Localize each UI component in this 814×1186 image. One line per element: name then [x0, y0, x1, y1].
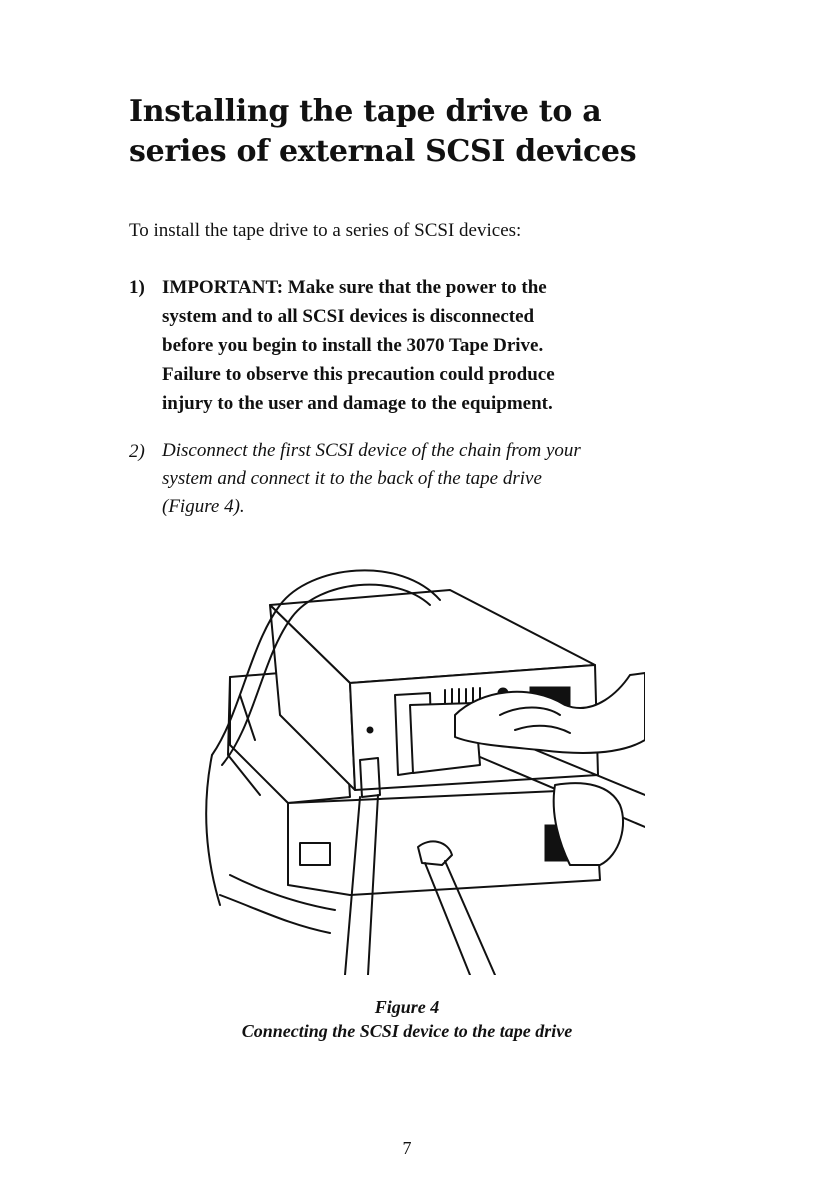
- cable-coil: [220, 895, 330, 933]
- step-2-number: 2): [129, 441, 145, 462]
- intro-text: To install the tape drive to a series of SCSI devices:: [129, 220, 522, 241]
- heading-line-2: series of external SCSI devices: [129, 134, 637, 169]
- step-1-number: 1): [129, 277, 145, 298]
- step-2-text: [162, 437, 722, 521]
- step-2-line: Disconnect the first SCSI device of the chain from your: [162, 440, 581, 461]
- cable-to-floor: [206, 755, 220, 905]
- tape-drive-led: [367, 727, 373, 733]
- step-1-line: IMPORTANT: Make sure that the power to the: [162, 277, 547, 298]
- figure-caption: Connecting the SCSI device to the tape drive: [241, 1021, 573, 1041]
- hand-lower: [554, 783, 623, 865]
- page-number: 7: [402, 1138, 412, 1158]
- step-2-line: system and connect it to the back of the tape drive: [162, 468, 542, 489]
- step-1-line: before you begin to install the 3070 Tape Drive.: [162, 335, 544, 356]
- step-2-line: (Figure 4).: [162, 496, 245, 517]
- step-1-line: injury to the user and damage to the equipment.: [162, 393, 553, 414]
- heading-line-1: Installing the tape drive to a: [129, 94, 602, 129]
- step-1-line: system and to all SCSI devices is disconnected: [162, 306, 535, 327]
- step-1-text: [162, 273, 722, 418]
- step-1-line: Failure to observe this precaution could produce: [162, 364, 555, 385]
- tape-drive-scsi-connection-illustration: [200, 565, 645, 975]
- section-heading: [129, 92, 749, 172]
- figure-label: Figure 4: [374, 997, 440, 1017]
- scsi-device-switch: [300, 843, 330, 865]
